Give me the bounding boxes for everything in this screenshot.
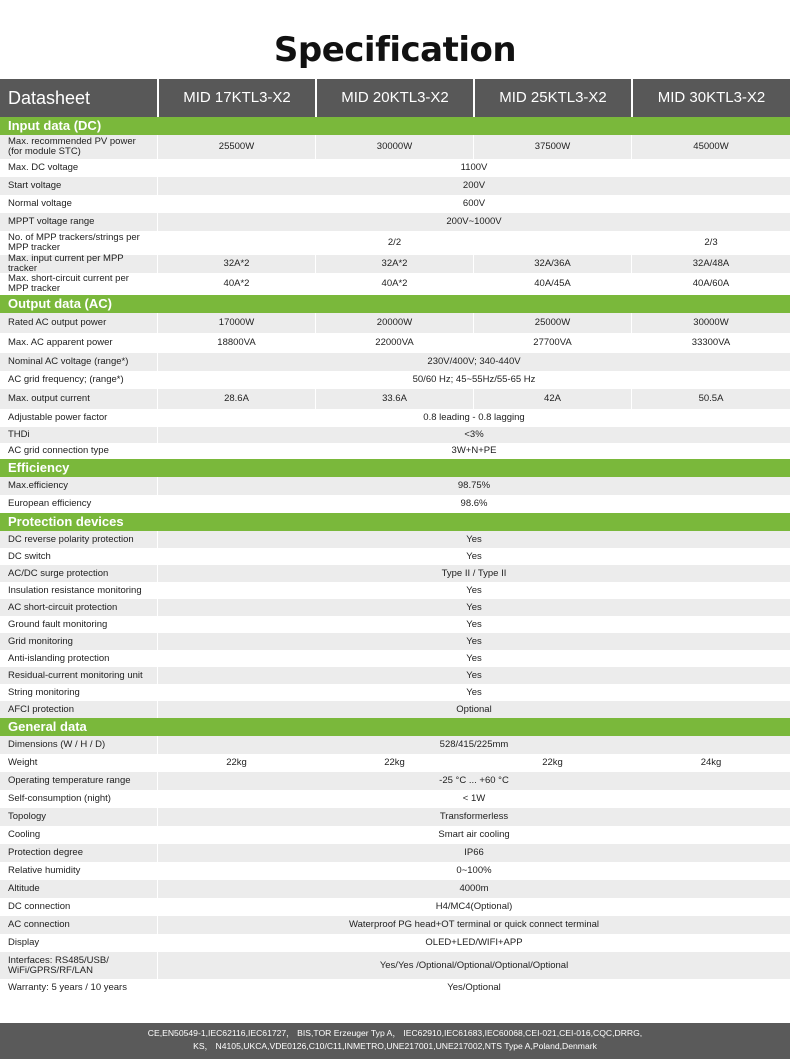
table-row (0, 231, 790, 255)
row-value: IP66 (464, 847, 484, 859)
row-label: Weight (0, 754, 158, 772)
row-value: 200V (462, 180, 486, 192)
row-value: 98.75% (457, 480, 491, 492)
row-label: Start voltage (0, 177, 158, 195)
row-label: THDi (0, 427, 158, 443)
table-row (0, 213, 790, 231)
row-label: Operating temperature range (0, 772, 158, 790)
row-label: Residual-current monitoring unit (0, 667, 158, 684)
header-model-25ktl: MID 25KTL3-X2 (475, 79, 631, 117)
row-label: AC connection (0, 916, 158, 934)
row-value: 1100V (460, 162, 488, 174)
table-row (0, 736, 790, 754)
table-row (0, 667, 790, 684)
row-value: 600V (462, 198, 486, 210)
row-label: Max.efficiency (0, 477, 158, 495)
certifications-footer (0, 1023, 790, 1059)
row-value: Type II / Type II (441, 567, 507, 579)
row-value: 20000W (316, 313, 474, 333)
table-row (0, 790, 790, 808)
row-label: No. of MPP trackers/strings per MPP tracker (0, 231, 158, 255)
row-value: 22kg (474, 754, 632, 772)
table-row (0, 772, 790, 790)
row-label: Max. recommended PV power (for module STC) (0, 135, 158, 159)
table-row (0, 548, 790, 565)
row-value: 30000W (693, 317, 729, 329)
row-label: MPPT voltage range (0, 213, 158, 231)
row-value: 0.8 leading - 0.8 lagging (423, 412, 525, 424)
row-value: 4000m (459, 883, 489, 895)
row-value: 27700VA (474, 333, 632, 353)
row-label: Max. DC voltage (0, 159, 158, 177)
row-value: 98.6% (460, 498, 488, 510)
row-value: 0~100% (456, 865, 492, 877)
row-label: Max. input current per MPP tracker (0, 255, 158, 273)
row-value: 17000W (158, 313, 316, 333)
table-row (0, 477, 790, 495)
row-label: Max. short-circuit current per MPP tracker (0, 273, 158, 295)
row-label: AC grid frequency; (range*) (0, 371, 158, 389)
row-value: 22kg (158, 754, 316, 772)
row-value: Smart air cooling (438, 829, 510, 841)
row-label: DC connection (0, 898, 158, 916)
row-label: Insulation resistance monitoring (0, 582, 158, 599)
table-row (0, 826, 790, 844)
row-value: 40A/45A (474, 273, 632, 295)
row-value: 33300VA (691, 337, 731, 349)
row-value: <3% (464, 429, 484, 441)
table-row (0, 684, 790, 701)
table-row (0, 177, 790, 195)
row-value: 42A (474, 389, 632, 409)
row-value: Yes (466, 669, 482, 681)
row-value: Yes (466, 550, 482, 562)
header-model-17ktl: MID 17KTL3-X2 (159, 79, 315, 117)
row-value: OLED+LED/WIFI+APP (425, 937, 523, 949)
table-header (0, 79, 790, 117)
table-row (0, 159, 790, 177)
header-model-30ktl: MID 30KTL3-X2 (633, 79, 790, 117)
certifications-line-1: CE,EN50549-1,IEC62116,IEC61727， BIS,TOR Erzeuger Typ A， IEC62910,IEC61683,IEC60068,CEI-021,CEI-016,CQC,DRRG, (147, 1028, 643, 1038)
row-value: 37500W (474, 135, 632, 159)
row-value: Yes (466, 652, 482, 664)
row-label: AC/DC surge protection (0, 565, 158, 582)
row-label: DC reverse polarity protection (0, 531, 158, 548)
row-value: Yes (466, 601, 482, 613)
row-value: 24kg (700, 757, 722, 769)
row-value: 528/415/225mm (439, 739, 509, 751)
table-row (0, 427, 790, 443)
row-value: Transformerless (439, 811, 509, 823)
header-datasheet: Datasheet (0, 79, 157, 117)
section-header: Input data (DC) (0, 117, 790, 135)
row-value: 32A*2 (158, 255, 316, 273)
row-value: 28.6A (158, 389, 316, 409)
row-value: 40A/60A (692, 278, 730, 290)
table-row (0, 650, 790, 667)
table-row (0, 333, 790, 353)
row-label: AFCI protection (0, 701, 158, 718)
row-label: Max. AC apparent power (0, 333, 158, 353)
row-label: Nominal AC voltage (range*) (0, 353, 158, 371)
row-value: 22kg (316, 754, 474, 772)
table-row (0, 880, 790, 898)
row-value: 32A*2 (316, 255, 474, 273)
row-value: Yes/Yes /Optional/Optional/Optional/Optional (379, 959, 569, 971)
row-value: Yes/Optional (447, 982, 501, 994)
row-value: 230V/400V; 340-440V (427, 356, 521, 368)
row-value: Yes (466, 533, 482, 545)
table-row (0, 808, 790, 826)
row-label: Max. output current (0, 389, 158, 409)
row-value: 30000W (316, 135, 474, 159)
row-label: Altitude (0, 880, 158, 898)
header-model-20ktl: MID 20KTL3-X2 (317, 79, 473, 117)
row-label: Dimensions (W / H / D) (0, 736, 158, 754)
certifications-line-2: KS， N4105,UKCA,VDE0126,C10/C11,INMETRO,UNE217001,UNE217002,NTS Type A,Poland,Denmark (193, 1041, 597, 1051)
row-value: Yes (466, 584, 482, 596)
row-label: AC grid connection type (0, 443, 158, 459)
table-row (0, 353, 790, 371)
table-row (0, 443, 790, 459)
row-value: 50.5A (698, 393, 724, 405)
table-row (0, 754, 790, 772)
table-row (0, 531, 790, 548)
row-value: 45000W (693, 141, 729, 153)
row-value: 50/60 Hz; 45~55Hz/55-65 Hz (412, 374, 536, 386)
row-value: H4/MC4(Optional) (435, 901, 513, 913)
row-label: Warranty: 5 years / 10 years (0, 979, 158, 997)
table-row (0, 633, 790, 650)
table-row (0, 371, 790, 389)
row-value: 200V~1000V (446, 216, 502, 228)
table-row (0, 389, 790, 409)
row-label: String monitoring (0, 684, 158, 701)
table-row (0, 979, 790, 997)
table-row (0, 701, 790, 718)
row-label: Relative humidity (0, 862, 158, 880)
row-value: 25500W (158, 135, 316, 159)
row-label: Topology (0, 808, 158, 826)
table-row (0, 313, 790, 333)
row-value: 2/3 (704, 237, 718, 249)
row-value: 40A*2 (316, 273, 474, 295)
row-value: Yes (466, 686, 482, 698)
row-value: 33.6A (316, 389, 474, 409)
row-label: Ground fault monitoring (0, 616, 158, 633)
row-label: Cooling (0, 826, 158, 844)
row-value: 2/2 (158, 231, 632, 255)
table-row (0, 599, 790, 616)
row-label: European efficiency (0, 495, 158, 513)
table-row (0, 195, 790, 213)
row-label: Adjustable power factor (0, 409, 158, 427)
table-row (0, 934, 790, 952)
row-value: < 1W (462, 793, 486, 805)
row-value: -25 °C ... +60 °C (439, 775, 509, 787)
page-title: Specification (273, 30, 517, 70)
row-value: Optional (456, 703, 492, 715)
table-row (0, 582, 790, 599)
row-label: Self-consumption (night) (0, 790, 158, 808)
row-value: 25000W (474, 313, 632, 333)
row-label: Interfaces: RS485/USB/ WiFi/GPRS/RF/LAN (0, 952, 158, 979)
row-label: Grid monitoring (0, 633, 158, 650)
table-row (0, 273, 790, 295)
table-row (0, 952, 790, 979)
section-header: General data (0, 718, 790, 736)
table-row (0, 844, 790, 862)
table-row (0, 255, 790, 273)
row-value: 18800VA (158, 333, 316, 353)
row-label: Rated AC output power (0, 313, 158, 333)
table-row (0, 565, 790, 582)
row-value: Waterproof PG head+OT terminal or quick connect terminal (348, 919, 599, 931)
row-value: Yes (466, 618, 482, 630)
row-label: Normal voltage (0, 195, 158, 213)
table-row (0, 135, 790, 159)
table-row (0, 409, 790, 427)
table-row (0, 862, 790, 880)
row-label: Anti-islanding protection (0, 650, 158, 667)
section-header: Output data (AC) (0, 295, 790, 313)
row-value: 22000VA (316, 333, 474, 353)
row-value: 32A/48A (692, 258, 730, 270)
table-row (0, 616, 790, 633)
row-value: 3W+N+PE (451, 445, 497, 457)
row-value: Yes (466, 635, 482, 647)
table-row (0, 916, 790, 934)
section-header: Efficiency (0, 459, 790, 477)
table-row (0, 898, 790, 916)
row-label: Protection degree (0, 844, 158, 862)
table-row (0, 495, 790, 513)
row-value: 32A/36A (474, 255, 632, 273)
row-label: Display (0, 934, 158, 952)
section-header: Protection devices (0, 513, 790, 531)
spec-table (0, 117, 790, 997)
row-value: 40A*2 (158, 273, 316, 295)
row-label: DC switch (0, 548, 158, 565)
row-label: AC short-circuit protection (0, 599, 158, 616)
